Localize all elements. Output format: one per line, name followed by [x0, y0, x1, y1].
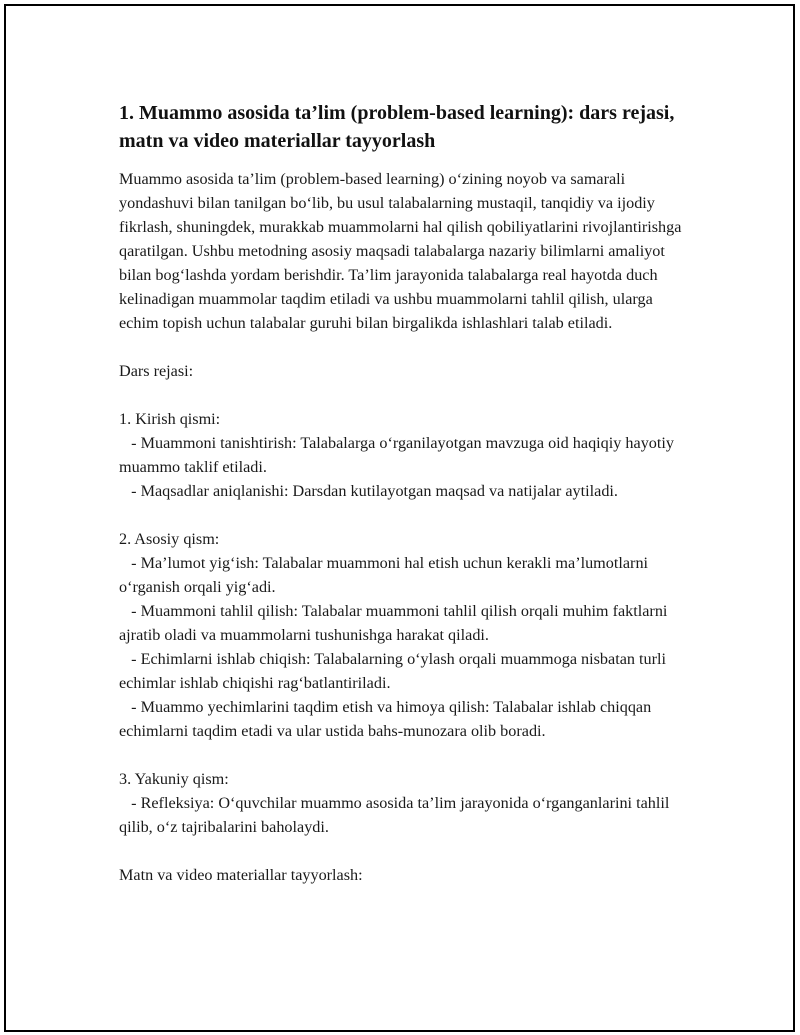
spacer: [119, 383, 694, 407]
spacer: [119, 503, 694, 527]
intro-paragraph: Muammo asosida ta’lim (problem-based learning) o‘zining noyob va samarali yondashuvi bilan tanilgan bo‘lib, bu usul talabalarning mustaqil, tanqidiy va ijodiy fikrlash, shuningdek, murakkab muammolarni hal qilish qobiliyatlarini rivojlantirishga qaratilgan. Ushbu metodning asosiy maqsadi talabalarga nazariy bilimlarni amaliyot bilan bog‘lashda yordam berishdir. Ta’lim jarayonida talabalarga real hayotda duch kelinadigan muammolar taqdim etiladi va ushbu muammolarni tahlil qilish, ularga echim topish uchun talabalar guruhi bilan birgalikda ishlashlari talab etiladi.: [119, 170, 686, 332]
spacer: [119, 839, 694, 863]
section-heading-intro: 1. Kirish qismi:: [119, 410, 221, 428]
section-item: - Ma’lumot yig‘ish: Talabalar muammoni hal etish uchun kerakli ma’lumotlarni o‘rganish orqali yig‘adi.: [119, 554, 653, 596]
materials-heading: Matn va video materiallar tayyorlash:: [119, 866, 363, 884]
section-item: - Muammo yechimlarini taqdim etish va himoya qilish: Talabalar ishlab chiqqan echimlarni taqdim etadi va ular ustida bahs-munozara olib boradi.: [119, 698, 656, 740]
section-item: - Muammoni tanishtirish: Talabalarga o‘rganilayotgan mavzuga oid haqiqiy hayotiy muammo taklif etiladi.: [119, 434, 679, 476]
plan-heading: Dars rejasi:: [119, 362, 194, 380]
spacer: [119, 743, 694, 767]
document-content: [119, 99, 694, 887]
section-item: - Refleksiya: O‘quvchilar muammo asosida ta’lim jarayonida o‘rganganlarini tahlil qilib, o‘z tajribalarini baholaydi.: [119, 794, 674, 836]
document-title: 1. Muammo asosida ta’lim (problem-based learning): dars rejasi, matn va video materiallar tayyorlash: [119, 102, 675, 152]
section-heading-main: 2. Asosiy qism:: [119, 530, 220, 548]
section-item: - Maqsadlar aniqlanishi: Darsdan kutilayotgan maqsad va natijalar aytiladi.: [119, 482, 618, 500]
section-item: - Echimlarni ishlab chiqish: Talabalarning o‘ylash orqali muammoga nisbatan turli echimlar ishlab chiqishi rag‘batlantiriladi.: [119, 650, 671, 692]
section-heading-final: 3. Yakuniy qism:: [119, 770, 229, 788]
section-item: - Muammoni tahlil qilish: Talabalar muammoni tahlil qilish orqali muhim faktlarni ajratib oladi va muammolarni tushunishga harakat qiladi.: [119, 602, 672, 644]
spacer: [119, 335, 694, 359]
document-page: [4, 4, 795, 1032]
